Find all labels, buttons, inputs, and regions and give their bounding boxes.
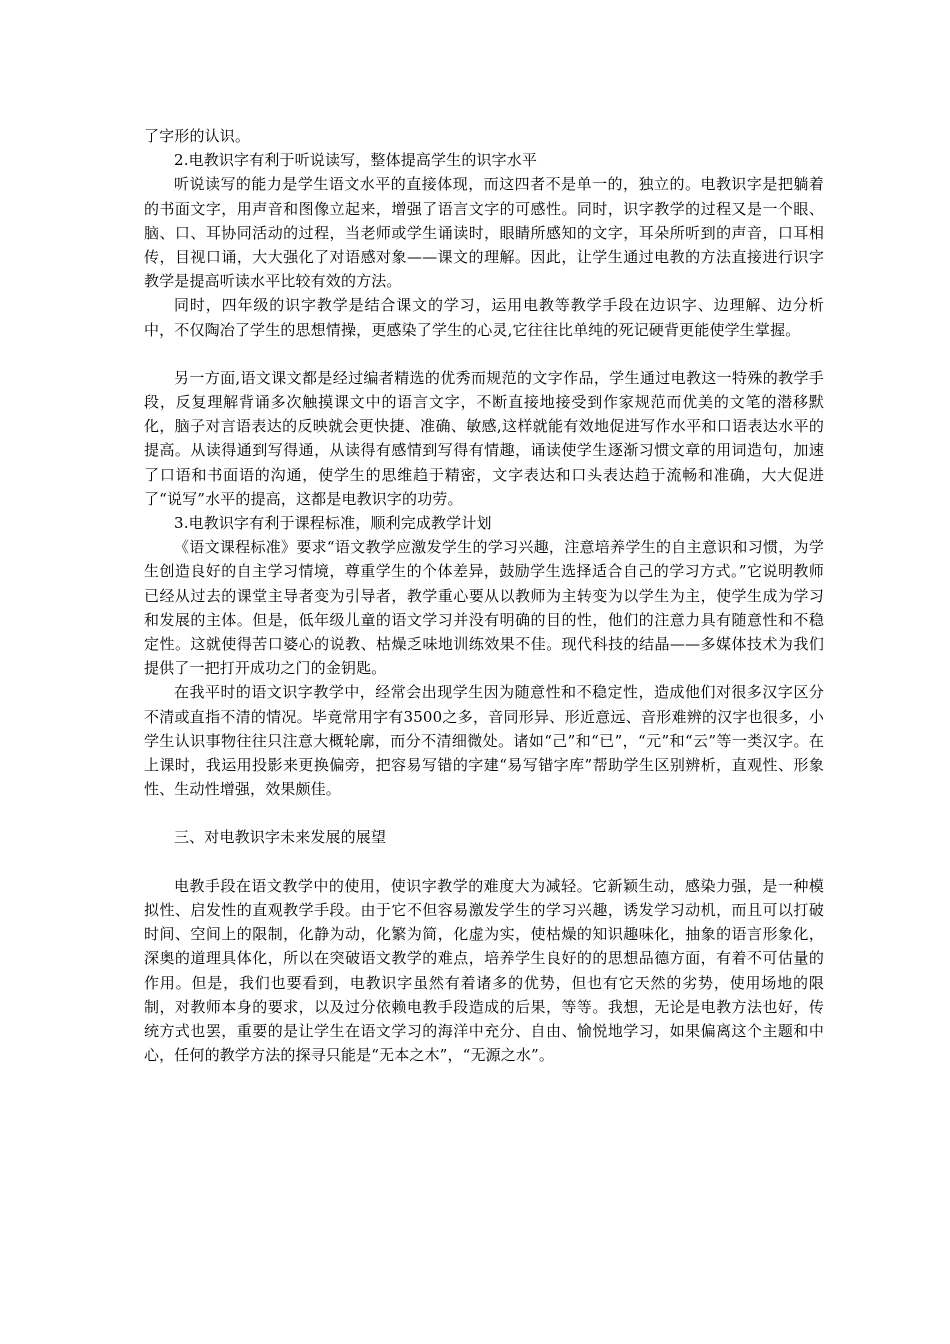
subheading-2: 2.电教识字有利于听说读写，整体提高学生的识字水平 [174,151,538,170]
paragraph-listening-reading: 听说读写的能力是学生语文水平的直接体现，而这四者不是单一的，独立的。电教识字是把躺着的书面文字，用声音和图像立起来，增强了语言文字的可感性。同时，识字教学的过程又是一个眼、脑、口、耳协同活动的过程，当老师或学生诵读时，眼睛所感知的文字，耳朵所听到的声音，口耳相传，目视口诵，大大强化了对语感对象——课文的理解。因此，让学生通过电教的方法直接进行识字教学是提高听读水平比较有效的方法。 [144,175,824,291]
document-body [144,124,824,1067]
paragraph-continuation: 了字形的认识。 [144,127,251,145]
blank-line [144,801,824,825]
section-heading-3: 三、对电教识字未来发展的展望 [174,828,387,847]
paragraph-curriculum-standard: 《语文课程标准》要求“语文教学应激发学生的学习兴趣，注意培养学生的自主意识和习惯，为学生创造良好的自主学习情境，尊重学生的个体差异，鼓励学生选择适合自己的学习方式。”它说明教师已经从过去的课堂主导者变为引导者，教学重心要从以教师为主转变为以学生为主，使学生成为学习和发展的主体。但是，低年级儿童的语文学习并没有明确的目的性，他们的注意力具有随意性和不稳定性。这就使得苦口婆心的说教、枯燥乏味地训练效果不佳。现代科技的结晶——多媒体技术为我们提供了一把打开成功之门的金钥匙。 [144,538,824,678]
paragraph-classroom-practice: 在我平时的语文识字教学中，经常会出现学生因为随意性和不稳定性，造成他们对很多汉字区分不清或直指不清的情况。毕竟常用字有3500之多，音同形异、形近意远、音形难辨的汉字也很多，小学生认识事物往往只注意大概轮廓，而分不清细微处。诸如“己”和“已”，“元”和“云”等一类汉字。在上课时，我运用投影来更换偏旁，把容易写错的字建“易写错字库”帮助学生区别辨析，直观性、形象性、生动性增强，效果颇佳。 [144,683,824,799]
blank-line [144,342,824,366]
blank-line [144,850,824,874]
subheading-3: 3.电教识字有利于课程标准，顺利完成教学计划 [174,514,492,533]
paragraph-outlook: 电教手段在语文教学中的使用，使识字教学的难度大为减轻。它新颖生动，感染力强，是一种模拟性、启发性的直观教学手段。由于它不但容易激发学生的学习兴趣，诱发学习动机，而且可以打破时间、空间上的限制，化静为动，化繁为简，化虚为实，使枯燥的知识趣味化，抽象的语言形象化，深奥的道理具体化，所以在突破语文教学的难点，培养学生良好的的思想品德方面，有着不可估量的作用。但是，我们也要看到，电教识字虽然有着诸多的优势，但也有它天然的劣势，使用场地的限制，对教师本身的要求，以及过分依赖电教手段造成的后果，等等。我想，无论是电教方法也好，传统方式也罢，重要的是让学生在语文学习的海洋中充分、自由、愉悦地学习，如果偏离这个主题和中心，任何的教学方法的探寻只能是“无本之木”，“无源之水”。 [144,876,824,1065]
paragraph-other-aspect: 另一方面,语文课文都是经过编者精选的优秀而规范的文字作品，学生通过电教这一特殊的教学手段，反复理解背诵多次触摸课文中的语言文字，不断直接地接受到作家规范而优美的文笔的潜移默化，脑子对言语表达的反映就会更快捷、准确、敏感,这样就能有效地促进写作水平和口语表达水平的提高。从读得通到写得通，从读得有感情到写得有情趣，诵读使学生逐渐习惯文章的用词造句，加速了口语和书面语的沟通，使学生的思维趋于精密，文字表达和口头表达趋于流畅和准确，大大促进了“说写”水平的提高，这都是电教识字的功劳。 [144,368,824,508]
paragraph-grade-four: 同时，四年级的识字教学是结合课文的学习，运用电教等教学手段在边识字、边理解、边分析中，不仅陶冶了学生的思想情操，更感染了学生的心灵,它往往比单纯的死记硬背更能使学生掌握。 [144,296,824,339]
